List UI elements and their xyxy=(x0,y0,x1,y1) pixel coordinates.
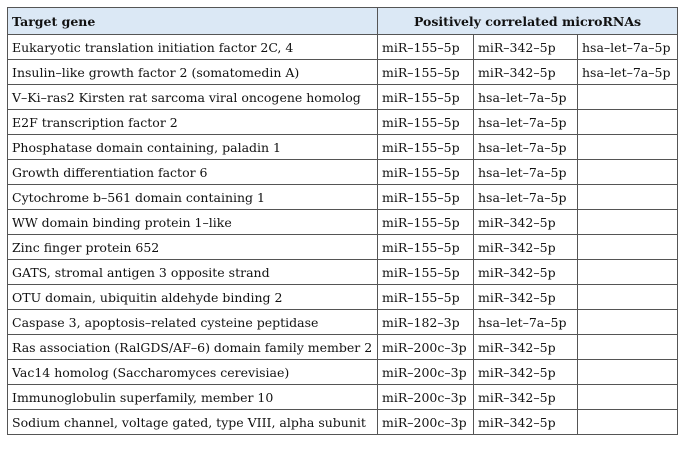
gene-cell: Eukaryotic translation initiation factor 2C, 4 xyxy=(8,35,378,60)
mirna-cell-1: miR–155–5p xyxy=(378,210,474,235)
header-row xyxy=(8,8,678,35)
table-row xyxy=(8,360,678,385)
mirna-cell-2: miR–342–5p xyxy=(474,235,578,260)
table-row xyxy=(8,110,678,135)
mirna-cell-3 xyxy=(578,210,678,235)
mirna-cell-1: miR–155–5p xyxy=(378,85,474,110)
mirna-cell-2: hsa–let–7a–5p xyxy=(474,185,578,210)
mirna-cell-3 xyxy=(578,260,678,285)
table-header xyxy=(8,8,678,35)
mirna-cell-1: miR–155–5p xyxy=(378,135,474,160)
gene-cell: Growth differentiation factor 6 xyxy=(8,160,378,185)
header-target-gene: Target gene xyxy=(8,8,378,35)
gene-cell: E2F transcription factor 2 xyxy=(8,110,378,135)
mirna-cell-3 xyxy=(578,385,678,410)
mirna-cell-1: miR–155–5p xyxy=(378,235,474,260)
mirna-cell-3 xyxy=(578,335,678,360)
mirna-cell-2: hsa–let–7a–5p xyxy=(474,135,578,160)
table-row xyxy=(8,235,678,260)
gene-mirna-table xyxy=(7,7,678,435)
mirna-cell-1: miR–155–5p xyxy=(378,260,474,285)
table-row xyxy=(8,285,678,310)
mirna-cell-1: miR–200c–3p xyxy=(378,335,474,360)
mirna-cell-1: miR–200c–3p xyxy=(378,385,474,410)
mirna-cell-3: hsa–let–7a–5p xyxy=(578,35,678,60)
table-row xyxy=(8,85,678,110)
mirna-cell-3 xyxy=(578,135,678,160)
gene-cell: Insulin–like growth factor 2 (somatomedin A) xyxy=(8,60,378,85)
table-row xyxy=(8,410,678,435)
gene-cell: WW domain binding protein 1–like xyxy=(8,210,378,235)
table-row xyxy=(8,135,678,160)
mirna-cell-1: miR–155–5p xyxy=(378,185,474,210)
mirna-cell-2: hsa–let–7a–5p xyxy=(474,85,578,110)
table-body xyxy=(8,35,678,435)
mirna-cell-1: miR–155–5p xyxy=(378,110,474,135)
gene-cell: Phosphatase domain containing, paladin 1 xyxy=(8,135,378,160)
mirna-cell-3 xyxy=(578,235,678,260)
header-positively-correlated-mirnas: Positively correlated microRNAs xyxy=(378,8,678,35)
mirna-cell-2: miR–342–5p xyxy=(474,60,578,85)
mirna-cell-2: miR–342–5p xyxy=(474,35,578,60)
mirna-cell-3 xyxy=(578,85,678,110)
mirna-cell-1: miR–155–5p xyxy=(378,160,474,185)
gene-cell: Vac14 homolog (Saccharomyces cerevisiae) xyxy=(8,360,378,385)
table-row xyxy=(8,160,678,185)
mirna-cell-1: miR–200c–3p xyxy=(378,410,474,435)
mirna-cell-2: miR–342–5p xyxy=(474,360,578,385)
mirna-cell-3 xyxy=(578,160,678,185)
table-row xyxy=(8,335,678,360)
gene-cell: Caspase 3, apoptosis–related cysteine peptidase xyxy=(8,310,378,335)
mirna-cell-3 xyxy=(578,360,678,385)
mirna-cell-2: miR–342–5p xyxy=(474,335,578,360)
mirna-cell-3: hsa–let–7a–5p xyxy=(578,60,678,85)
mirna-cell-3 xyxy=(578,410,678,435)
mirna-cell-1: miR–155–5p xyxy=(378,35,474,60)
gene-cell: GATS, stromal antigen 3 opposite strand xyxy=(8,260,378,285)
mirna-cell-2: miR–342–5p xyxy=(474,385,578,410)
mirna-cell-1: miR–200c–3p xyxy=(378,360,474,385)
table-row xyxy=(8,60,678,85)
gene-cell: Cytochrome b–561 domain containing 1 xyxy=(8,185,378,210)
mirna-cell-3 xyxy=(578,285,678,310)
table-row xyxy=(8,260,678,285)
gene-cell: Sodium channel, voltage gated, type VIII, alpha subunit xyxy=(8,410,378,435)
mirna-cell-3 xyxy=(578,110,678,135)
mirna-cell-2: hsa–let–7a–5p xyxy=(474,110,578,135)
table-row xyxy=(8,210,678,235)
mirna-cell-3 xyxy=(578,185,678,210)
mirna-cell-2: hsa–let–7a–5p xyxy=(474,310,578,335)
gene-cell: Ras association (RalGDS/AF–6) domain family member 2 xyxy=(8,335,378,360)
table-row xyxy=(8,185,678,210)
mirna-cell-2: miR–342–5p xyxy=(474,260,578,285)
mirna-cell-2: miR–342–5p xyxy=(474,285,578,310)
mirna-cell-1: miR–155–5p xyxy=(378,60,474,85)
mirna-cell-3 xyxy=(578,310,678,335)
mirna-cell-2: miR–342–5p xyxy=(474,410,578,435)
mirna-cell-2: miR–342–5p xyxy=(474,210,578,235)
gene-cell: Zinc finger protein 652 xyxy=(8,235,378,260)
mirna-cell-1: miR–155–5p xyxy=(378,285,474,310)
gene-cell: Immunoglobulin superfamily, member 10 xyxy=(8,385,378,410)
table-row xyxy=(8,35,678,60)
table-row xyxy=(8,310,678,335)
table-row xyxy=(8,385,678,410)
mirna-cell-2: hsa–let–7a–5p xyxy=(474,160,578,185)
gene-cell: OTU domain, ubiquitin aldehyde binding 2 xyxy=(8,285,378,310)
mirna-cell-1: miR–182–3p xyxy=(378,310,474,335)
gene-cell: V–Ki–ras2 Kirsten rat sarcoma viral oncogene homolog xyxy=(8,85,378,110)
